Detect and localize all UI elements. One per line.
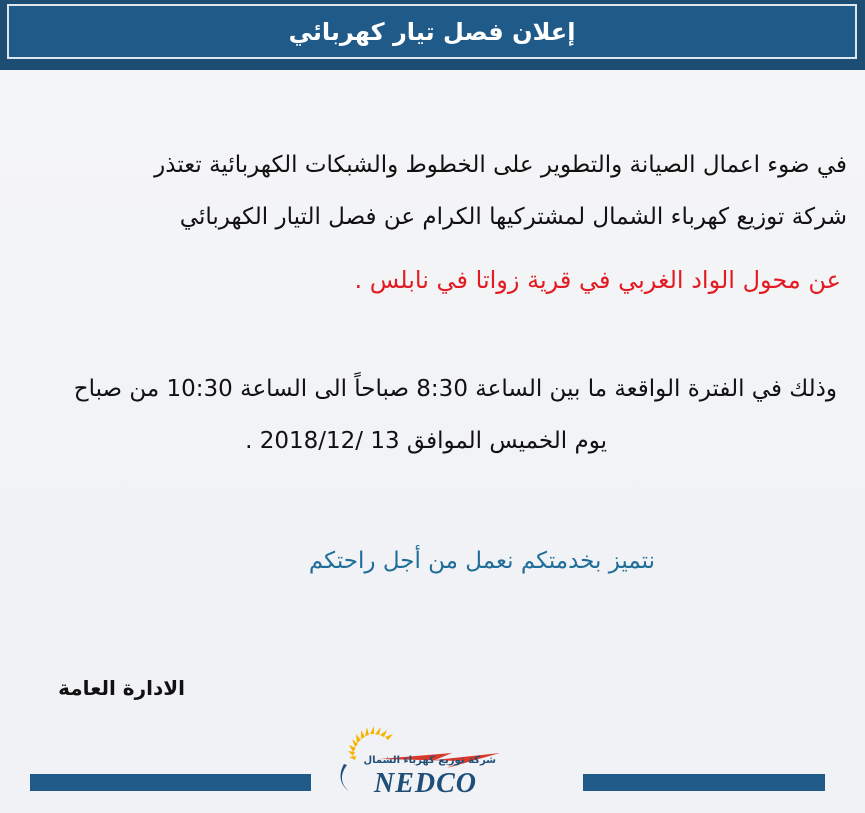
logo-swoosh <box>341 764 349 791</box>
announcement-line-2: شركة توزيع كهرباء الشمال لمشتركيها الكرام عن فصل التيار الكهربائي <box>179 204 847 230</box>
company-logo <box>329 717 505 797</box>
logo-wordmark <box>374 768 477 800</box>
bottom-bar-left <box>30 774 311 791</box>
announcement-line-1: في ضوء اعمال الصيانة والتطوير على الخطوط والشبكات الكهربائية تعتذر <box>154 152 847 178</box>
logo-wordmark-text: NEDCO <box>374 768 478 799</box>
logo-company-name: شركة توزيع كهرباء الشمال <box>363 755 496 766</box>
header-band <box>0 0 865 70</box>
announcement-line-5: يوم الخميس الموافق 13 /2018/12 . <box>245 428 607 454</box>
signature: الادارة العامة <box>58 676 185 700</box>
page-title: إعلان فصل تيار كهربائي <box>288 17 576 46</box>
header-box <box>7 4 857 59</box>
service-slogan: نتميز بخدمتكم نعمل من أجل راحتكم <box>308 548 655 574</box>
announcement-line-4: وذلك في الفترة الواقعة ما بين الساعة 8:30 صباحاً الى الساعة 10:30 من صباح <box>73 376 837 402</box>
announcement-line-3: عن محول الواد الغربي في قرية زواتا في نابلس . <box>354 266 841 294</box>
bottom-bar-right <box>583 774 825 791</box>
